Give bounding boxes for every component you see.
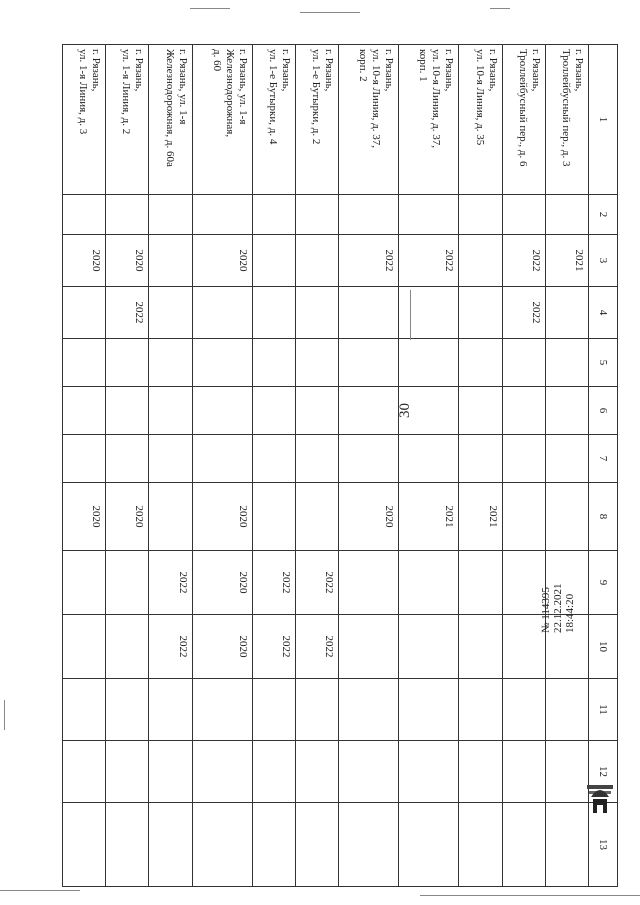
year-cell: 2020 — [106, 235, 149, 287]
table-row — [63, 45, 106, 887]
year-cell — [192, 679, 252, 741]
year-cell: 2022 — [339, 235, 399, 287]
scan-artifact — [420, 895, 640, 896]
table-row — [252, 45, 295, 887]
year-cell — [545, 287, 588, 339]
emblem-logo-icon — [585, 775, 615, 821]
year-cell — [502, 339, 545, 387]
table-row — [545, 45, 588, 887]
year-cell — [252, 387, 295, 435]
year-cell: 2022 — [295, 615, 338, 679]
year-cell — [399, 803, 459, 887]
year-cell — [339, 195, 399, 235]
year-cell — [149, 235, 192, 287]
year-cell — [63, 387, 106, 435]
year-cell — [339, 551, 399, 615]
address-cell: г. Рязань, Троллейбусный пер., д. 3 — [545, 45, 588, 195]
scan-artifact — [190, 8, 230, 9]
year-cell — [339, 679, 399, 741]
year-cell — [106, 741, 149, 803]
column-header: 12 — [589, 741, 618, 803]
table-row — [502, 45, 545, 887]
address-cell: г. Рязань, ул. 10-я Линия, д. 35 — [459, 45, 502, 195]
year-cell — [459, 741, 502, 803]
year-cell — [459, 615, 502, 679]
year-cell — [106, 387, 149, 435]
column-header: 3 — [589, 235, 618, 287]
year-cell — [399, 387, 459, 435]
year-cell — [295, 483, 338, 551]
table-row — [459, 45, 502, 887]
scan-artifact — [300, 12, 360, 13]
year-cell — [192, 387, 252, 435]
year-cell — [339, 339, 399, 387]
year-cell — [106, 679, 149, 741]
page-number: 30 — [397, 403, 413, 418]
year-cell: 2022 — [252, 551, 295, 615]
year-cell — [399, 615, 459, 679]
column-header: 7 — [589, 435, 618, 483]
year-cell — [339, 803, 399, 887]
column-header: 4 — [589, 287, 618, 339]
year-cell — [149, 679, 192, 741]
year-cell — [502, 803, 545, 887]
year-cell: 2022 — [149, 551, 192, 615]
address-cell: г. Рязань, ул. 10-я Линия, д. 37, корп. 2 — [339, 45, 399, 195]
year-cell — [502, 195, 545, 235]
year-cell — [106, 435, 149, 483]
year-cell — [295, 803, 338, 887]
year-cell — [545, 339, 588, 387]
address-cell: г. Рязань, ул. 10-я Линия, д. 37, корп. 1 — [399, 45, 459, 195]
year-cell — [502, 741, 545, 803]
year-cell — [63, 339, 106, 387]
address-cell: г. Рязань, ул. 1-я Железнодорожная, д. 60а — [149, 45, 192, 195]
column-header: 2 — [589, 195, 618, 235]
year-cell — [63, 803, 106, 887]
table-row — [339, 45, 399, 887]
year-cell — [295, 235, 338, 287]
year-cell — [149, 387, 192, 435]
header-row — [589, 45, 618, 887]
year-cell — [252, 235, 295, 287]
scan-artifact — [410, 290, 411, 340]
year-cell — [502, 483, 545, 551]
year-cell — [545, 741, 588, 803]
year-cell — [399, 339, 459, 387]
address-cell: г. Рязань, ул. 1-я Линия, д. 2 — [106, 45, 149, 195]
column-header: 1 — [589, 45, 618, 195]
year-cell: 2022 — [295, 551, 338, 615]
year-cell — [106, 615, 149, 679]
year-cell — [106, 803, 149, 887]
year-cell: 2020 — [192, 483, 252, 551]
year-cell — [192, 195, 252, 235]
year-cell: 2021 — [399, 483, 459, 551]
year-cell — [399, 435, 459, 483]
year-cell — [252, 741, 295, 803]
year-cell: 2022 — [252, 615, 295, 679]
scan-artifact — [490, 8, 510, 9]
year-cell — [149, 339, 192, 387]
address-cell: г. Рязань, ул. 1-е Бутырки, д. 2 — [295, 45, 338, 195]
year-cell — [63, 741, 106, 803]
year-cell — [459, 235, 502, 287]
column-header: 8 — [589, 483, 618, 551]
column-header: 11 — [589, 679, 618, 741]
year-cell: 2022 — [399, 235, 459, 287]
year-cell: 2020 — [63, 235, 106, 287]
year-cell — [63, 287, 106, 339]
year-cell: 2022 — [149, 615, 192, 679]
year-cell: 2020 — [106, 483, 149, 551]
year-cell — [545, 483, 588, 551]
year-cell — [192, 287, 252, 339]
year-cell — [339, 615, 399, 679]
year-cell — [63, 679, 106, 741]
year-cell — [399, 195, 459, 235]
scan-artifact — [4, 700, 5, 730]
year-cell — [192, 803, 252, 887]
address-cell: г. Рязань, ул. 1-е Бутырки, д. 4 — [252, 45, 295, 195]
year-cell — [149, 435, 192, 483]
year-cell: 2020 — [192, 615, 252, 679]
column-header: 9 — [589, 551, 618, 615]
year-cell — [399, 741, 459, 803]
year-cell — [252, 339, 295, 387]
year-cell — [502, 435, 545, 483]
schedule-table — [62, 44, 618, 887]
year-cell — [295, 195, 338, 235]
year-cell — [192, 741, 252, 803]
year-cell: 2020 — [192, 551, 252, 615]
year-cell — [106, 339, 149, 387]
year-cell — [149, 483, 192, 551]
year-cell — [63, 195, 106, 235]
year-cell — [252, 679, 295, 741]
address-cell: г. Рязань, Троллейбусный пер., д. 6 — [502, 45, 545, 195]
year-cell: 2021 — [459, 483, 502, 551]
registration-stamp: № 114395 22.12.2021 18:44:20 — [540, 583, 576, 633]
year-cell — [63, 615, 106, 679]
year-cell: 2022 — [502, 287, 545, 339]
rotated-table-container — [62, 44, 618, 886]
year-cell — [106, 195, 149, 235]
table-row — [149, 45, 192, 887]
year-cell — [545, 387, 588, 435]
table-row — [399, 45, 459, 887]
year-cell — [295, 339, 338, 387]
year-cell — [502, 387, 545, 435]
year-cell — [399, 551, 459, 615]
year-cell — [295, 741, 338, 803]
year-cell: 2022 — [106, 287, 149, 339]
column-header: 6 — [589, 387, 618, 435]
year-cell — [339, 287, 399, 339]
year-cell — [63, 435, 106, 483]
year-cell — [192, 435, 252, 483]
year-cell — [502, 679, 545, 741]
year-cell — [295, 287, 338, 339]
year-cell — [545, 435, 588, 483]
year-cell — [295, 387, 338, 435]
year-cell — [502, 615, 545, 679]
scan-artifact — [0, 890, 80, 891]
table-row — [106, 45, 149, 887]
year-cell: 2022 — [502, 235, 545, 287]
year-cell — [459, 195, 502, 235]
year-cell — [545, 679, 588, 741]
column-header: 10 — [589, 615, 618, 679]
column-header: 5 — [589, 339, 618, 387]
year-cell — [149, 803, 192, 887]
year-cell — [399, 287, 459, 339]
year-cell: 2020 — [192, 235, 252, 287]
year-cell — [339, 387, 399, 435]
year-cell — [149, 287, 192, 339]
year-cell — [149, 741, 192, 803]
year-cell — [252, 483, 295, 551]
year-cell — [459, 551, 502, 615]
year-cell — [459, 679, 502, 741]
year-cell — [459, 339, 502, 387]
year-cell — [545, 803, 588, 887]
year-cell — [339, 741, 399, 803]
year-cell — [459, 435, 502, 483]
table-row — [192, 45, 252, 887]
year-cell — [399, 679, 459, 741]
year-cell — [63, 551, 106, 615]
year-cell: 2020 — [339, 483, 399, 551]
year-cell — [459, 387, 502, 435]
address-cell: г. Рязань, ул. 1-я Линия, д. 3 — [63, 45, 106, 195]
year-cell — [252, 435, 295, 483]
year-cell — [252, 803, 295, 887]
year-cell: 2020 — [63, 483, 106, 551]
year-cell — [252, 287, 295, 339]
address-cell: г. Рязань, ул. 1-я Железнодорожная, д. 60 — [192, 45, 252, 195]
year-cell — [459, 287, 502, 339]
year-cell: 2021 — [545, 235, 588, 287]
year-cell — [295, 679, 338, 741]
year-cell — [149, 195, 192, 235]
column-header: 13 — [589, 803, 618, 887]
year-cell — [459, 803, 502, 887]
year-cell — [295, 435, 338, 483]
year-cell — [545, 195, 588, 235]
year-cell — [339, 435, 399, 483]
year-cell — [106, 551, 149, 615]
year-cell — [192, 339, 252, 387]
year-cell — [252, 195, 295, 235]
table-row — [295, 45, 338, 887]
year-cell — [502, 551, 545, 615]
